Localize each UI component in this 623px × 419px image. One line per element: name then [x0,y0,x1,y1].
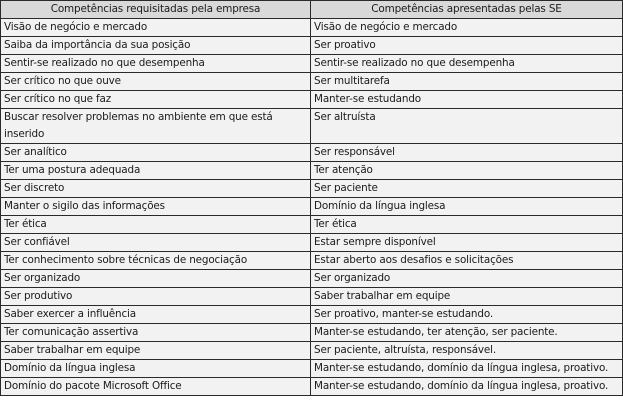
presented-competency-cell: Ser paciente [311,180,623,198]
presented-competency-cell: Ser multitarefa [311,73,623,91]
table-row [1,180,623,198]
presented-competency-cell: Manter-se estudando, domínio da língua inglesa, proativo. [311,378,623,396]
required-competency-cell: Buscar resolver problemas no ambiente em que está inserido [1,109,311,144]
presented-competency-cell: Ser responsável [311,144,623,162]
required-competency-cell: Ter conhecimento sobre técnicas de negociação [1,252,311,270]
required-competency-cell: Ser analítico [1,144,311,162]
presented-competency-cell: Ter atenção [311,162,623,180]
presented-competency-cell: Manter-se estudando [311,91,623,109]
table-row [1,144,623,162]
header-row [1,1,623,19]
presented-competency-cell: Estar sempre disponível [311,234,623,252]
table-row [1,55,623,73]
table-row [1,37,623,55]
table-row [1,91,623,109]
table-row [1,342,623,360]
table-row [1,252,623,270]
required-competency-cell: Ser discreto [1,180,311,198]
presented-competency-cell: Ser proativo, manter-se estudando. [311,306,623,324]
required-competency-cell: Visão de negócio e mercado [1,19,311,37]
required-competency-cell: Saber exercer a influência [1,306,311,324]
presented-competency-cell: Estar aberto aos desafios e solicitações [311,252,623,270]
required-competency-cell: Domínio da língua inglesa [1,360,311,378]
required-competency-cell: Saiba da importância da sua posição [1,37,311,55]
presented-competency-cell: Ter ética [311,216,623,234]
required-competency-cell: Ser crítico no que faz [1,91,311,109]
table-row [1,360,623,378]
required-competency-cell: Ter ética [1,216,311,234]
table-row [1,109,623,144]
table-row [1,378,623,396]
presented-competency-cell: Visão de negócio e mercado [311,19,623,37]
table-row [1,288,623,306]
required-competency-cell: Saber trabalhar em equipe [1,342,311,360]
required-competency-cell: Ser confiável [1,234,311,252]
required-competency-cell: Ser crítico no que ouve [1,73,311,91]
presented-competency-cell: Ser altruísta [311,109,623,144]
table-row [1,306,623,324]
header-required-competencies: Competências requisitadas pela empresa [1,1,311,19]
table-row [1,270,623,288]
presented-competency-cell: Saber trabalhar em equipe [311,288,623,306]
presented-competency-cell: Manter-se estudando, domínio da língua inglesa, proativo. [311,360,623,378]
presented-competency-cell: Domínio da língua inglesa [311,198,623,216]
required-competency-cell: Ser organizado [1,270,311,288]
table-row [1,324,623,342]
required-competency-cell: Ter uma postura adequada [1,162,311,180]
header-presented-competencies: Competências apresentadas pelas SE [311,1,623,19]
required-competency-cell: Manter o sigilo das informações [1,198,311,216]
required-competency-cell: Ser produtivo [1,288,311,306]
required-competency-cell: Sentir-se realizado no que desempenha [1,55,311,73]
required-competency-cell: Domínio do pacote Microsoft Office [1,378,311,396]
table-row [1,73,623,91]
presented-competency-cell: Manter-se estudando, ter atenção, ser paciente. [311,324,623,342]
table-row [1,216,623,234]
required-competency-cell: Ter comunicação assertiva [1,324,311,342]
table-row [1,162,623,180]
table-row [1,19,623,37]
presented-competency-cell: Ser paciente, altruísta, responsável. [311,342,623,360]
table-row [1,198,623,216]
table-row [1,234,623,252]
presented-competency-cell: Ser proativo [311,37,623,55]
presented-competency-cell: Sentir-se realizado no que desempenha [311,55,623,73]
presented-competency-cell: Ser organizado [311,270,623,288]
